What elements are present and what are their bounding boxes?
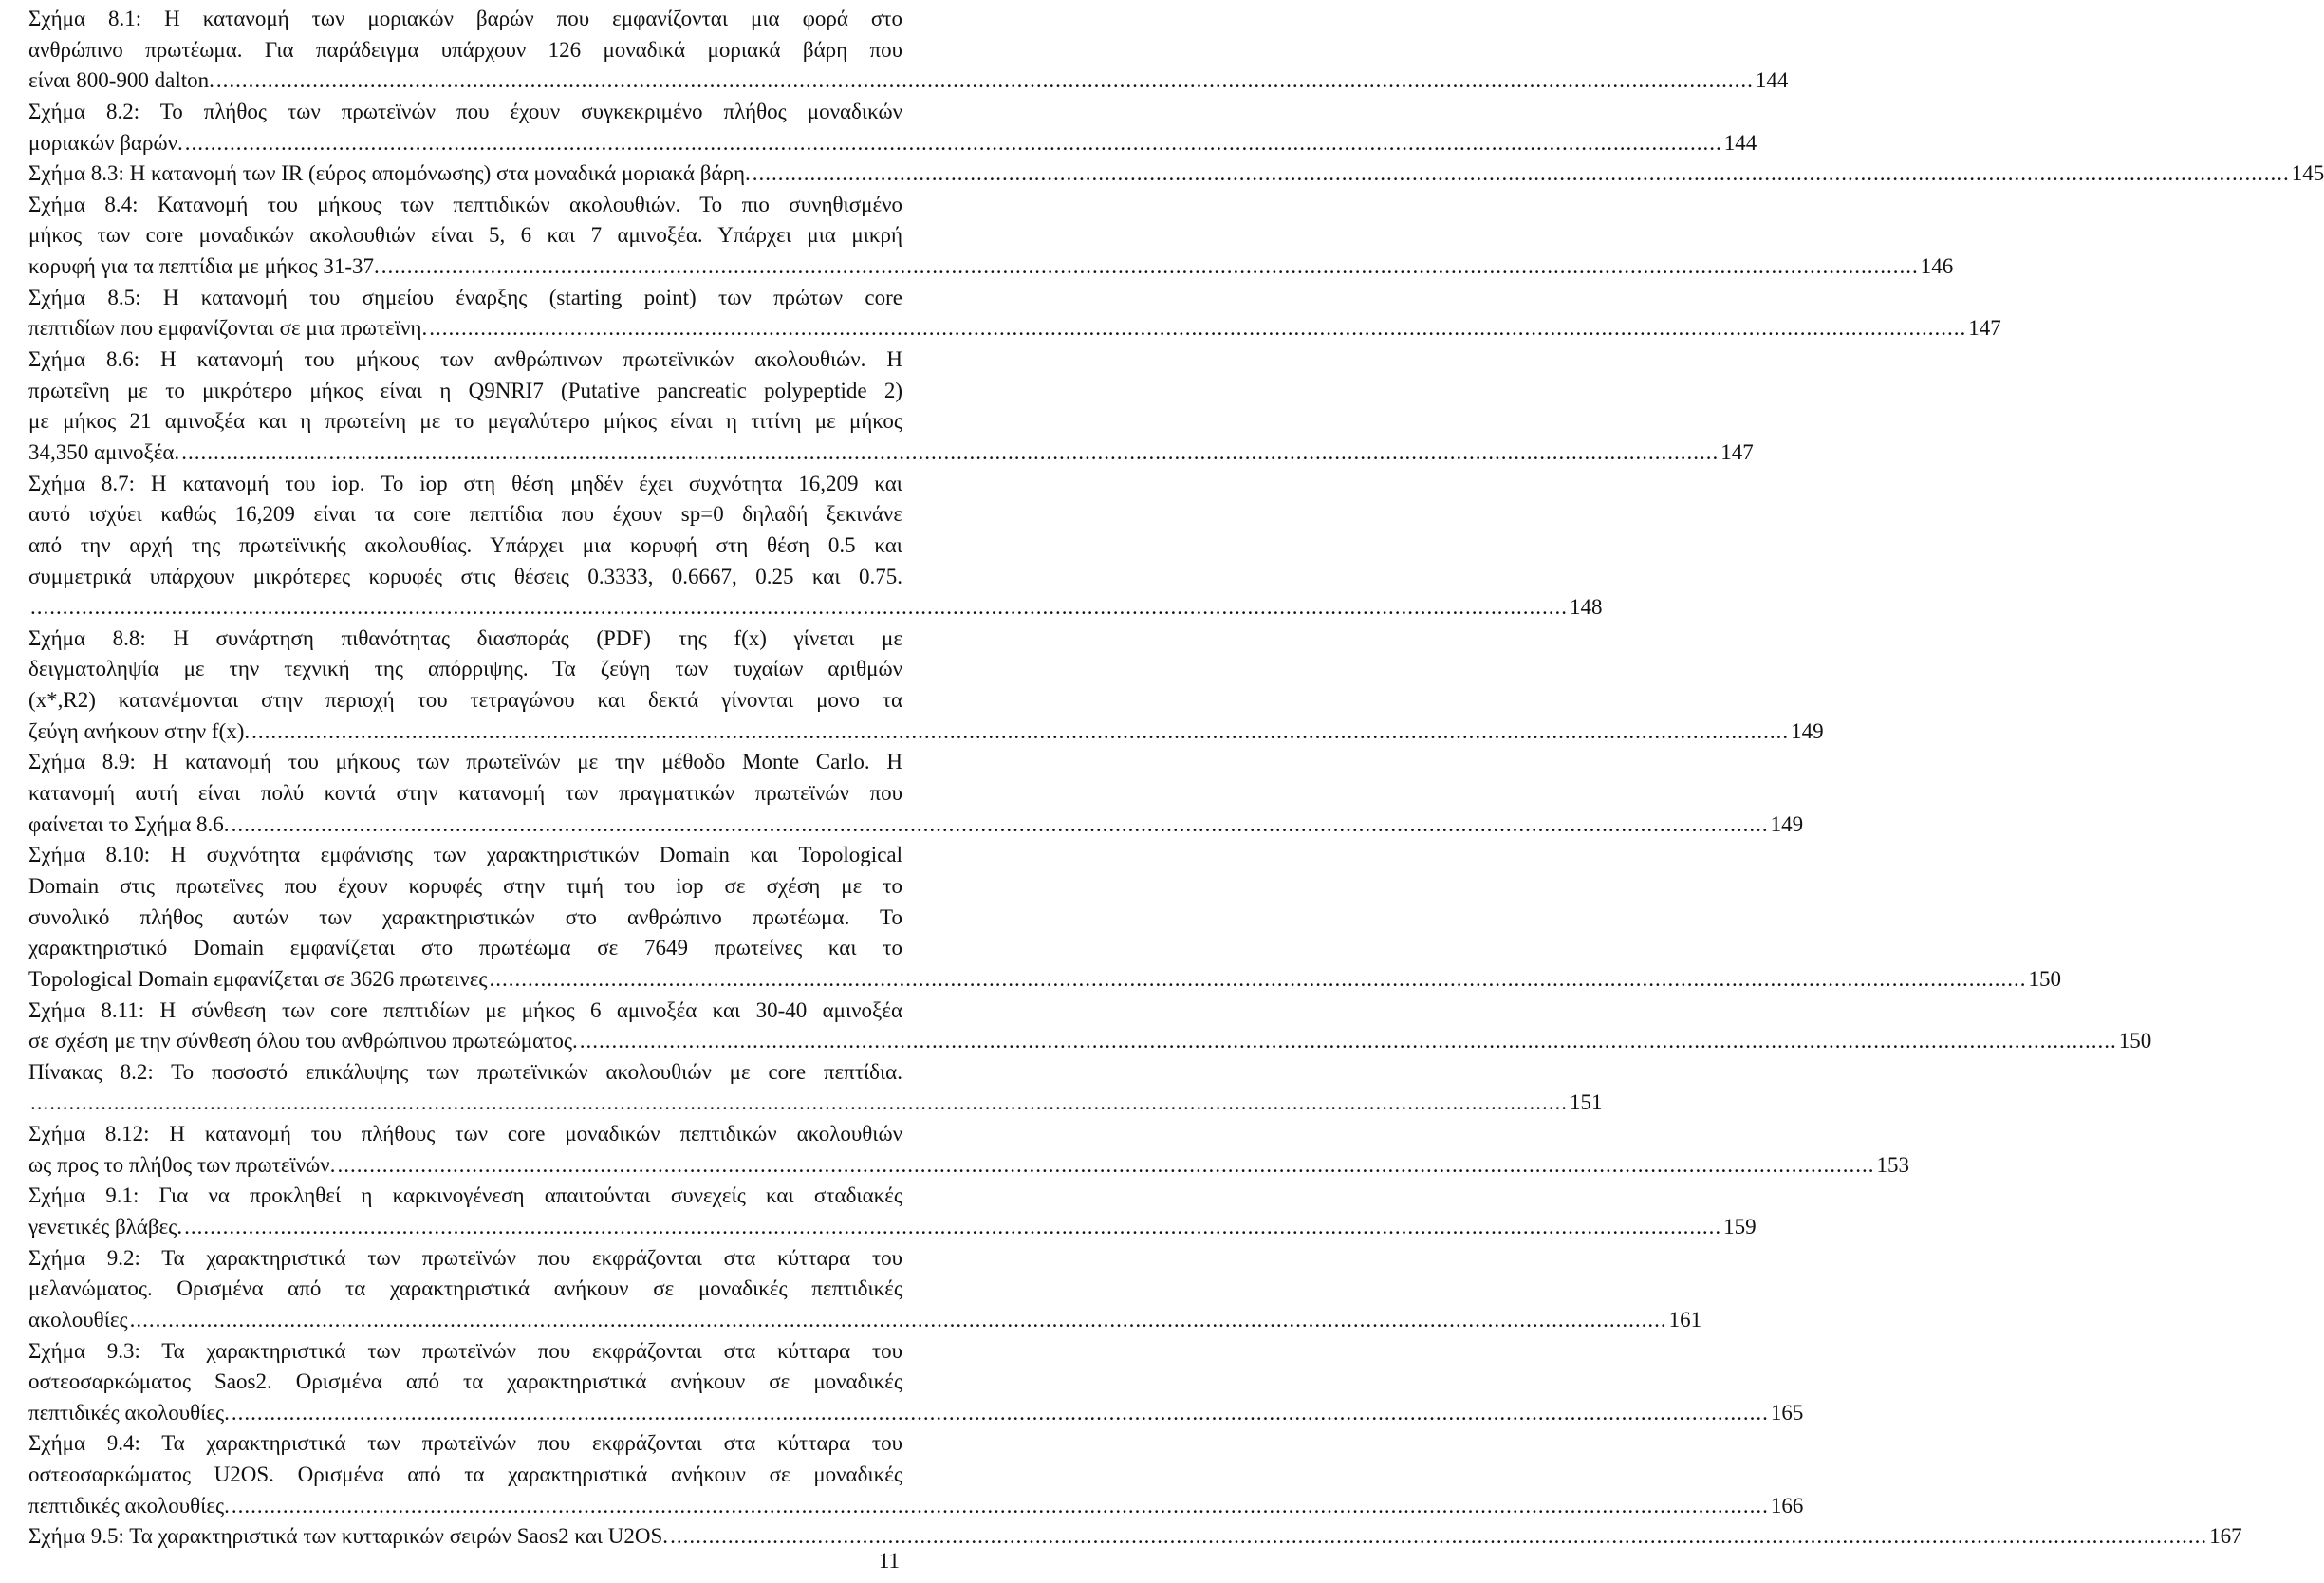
dot-leader [489,964,2026,996]
toc-page-number: 149 [1791,718,1824,743]
toc-entry-line [28,376,902,407]
toc-page-number: 149 [1770,811,1804,836]
toc-entry-line [28,406,902,438]
toc-entry-last-line[interactable] [28,1491,1804,1522]
toc-entry-text: Σχήμα 8.5: Η κατανομή του σημείου έναρξης (starting point) των πρώτων core [28,285,902,309]
toc-entry-line [28,1274,902,1305]
toc-entry-last-line[interactable] [28,1398,1804,1429]
toc-entry-text: σε σχέση με την σύνθεση όλου του ανθρώπινου πρωτεώματος. [28,1029,578,1053]
toc-entry-text: πεπτιδικές ακολουθίες. [28,1493,230,1518]
toc-entry-line [28,220,902,251]
toc-entry-last-line[interactable] [28,592,1603,624]
toc-entry-text: φαίνεται το Σχήμα 8.6. [28,811,230,836]
toc-entry-last-line[interactable] [28,251,1954,283]
toc-entry-text: ως προς το πλήθος των πρωτεϊνών. [28,1152,336,1177]
toc-entry-line [28,97,902,128]
toc-entry-text: Σχήμα 8.10: Η συχνότητα εμφάνισης των χαρακτηριστικών Domain και Topological [28,843,902,867]
dot-leader [130,1305,1667,1336]
toc-entry-line [28,1367,902,1398]
toc-page-number: 166 [1770,1493,1804,1518]
toc-entry-text: οστεοσαρκώματος Saos2. Ορισμένα από τα χαρακτηριστικά ανήκουν σε μοναδικές [28,1369,902,1394]
dot-leader [429,313,1966,345]
toc-entry-line [28,1428,902,1460]
toc-entry-line [28,283,902,314]
page-number: 11 [878,1549,900,1573]
toc-page-number: 145 [2291,161,2324,186]
table-of-figures [28,4,2324,1553]
toc-entry-line [28,345,902,376]
toc-entry-line [28,871,902,903]
toc-entry-text: χαρακτηριστικό Domain εμφανίζεται στο πρωτέωμα σε 7649 πρωτείνες και το [28,936,902,960]
toc-entry-line [28,562,902,593]
toc-entry-text: Σχήμα 8.9: Η κατανομή του μήκους των πρωτεϊνών με την μέθοδο Monte Carlo. Η [28,750,902,774]
toc-entry-text: Topological Domain εμφανίζεται σε 3626 πρωτεινες [28,966,488,991]
dot-leader [232,810,1769,841]
toc-entry-line [28,1460,902,1491]
toc-entry-line [28,996,902,1027]
dot-leader [232,1491,1769,1522]
toc-entry-text: κορυφή για τα πεπτίδια με μήκος 31-37. [28,254,380,279]
toc-page-number: 144 [1755,68,1789,93]
toc-entry-line [28,35,902,66]
toc-entry-line [28,4,902,35]
toc-entry-text: μήκος των core μοναδικών ακολουθιών είναι 5, 6 και 7 αμινοξέα. Υπάρχει μια μικρή [28,223,902,248]
toc-entry-text: γενετικές βλάβες. [28,1214,183,1238]
dot-leader [251,717,1789,748]
toc-entry-last-line[interactable] [28,128,1757,159]
toc-entry-line [28,531,902,562]
toc-entry-line [28,654,902,685]
toc-page-number: 159 [1723,1214,1757,1238]
toc-entry-line [28,1243,902,1275]
toc-entry-line [28,624,902,655]
toc-entry-text: Σχήμα 8.3: Η κατανομή των IR (εύρος απομόνωσης) στα μοναδικά μοριακά βάρη. [28,161,751,186]
toc-entry-line [28,685,902,717]
toc-page-number: 150 [2028,966,2061,991]
toc-entry-text: πρωτεΐνη με το μικρότερο μήκος είναι η Q9NRI7 (Putative pancreatic polypeptide 2) [28,378,902,402]
toc-entry-text: είναι 800-900 dalton. [28,68,214,93]
toc-entry-last-line[interactable] [28,964,2061,996]
dot-leader [216,65,1754,97]
dot-leader [185,128,1722,159]
toc-entry-text: μελανώματος. Ορισμένα από τα χαρακτηριστικά ανήκουν σε μοναδικές πεπτιδικές [28,1276,902,1301]
toc-entry-text: από την αρχή της πρωτεϊνικής ακολουθίας. Υπάρχει μια κορυφή στη θέση 0.5 και [28,532,902,557]
toc-entry-text: Σχήμα 8.6: Η κατανομή του μήκους των ανθρώπινων πρωτεϊνικών ακολουθιών. Η [28,347,902,372]
toc-entry-last-line[interactable] [28,158,2324,190]
toc-entry-text: Σχήμα 8.8: Η συνάρτηση πιθανότητας διασποράς (PDF) της f(x) γίνεται με [28,625,902,650]
toc-entry-line [28,903,902,934]
toc-entry-line [28,190,902,221]
toc-entry-last-line[interactable] [28,313,2001,345]
toc-page-number: 146 [1920,254,1954,279]
toc-entry-text: Σχήμα 8.1: Η κατανομή των μοριακών βαρών που εμφανίζονται μια φορά στο [28,7,902,30]
toc-entry-last-line[interactable] [28,65,1789,97]
dot-leader [753,158,2290,190]
toc-entry-text: δειγματοληψία με την τεχνική της απόρριψης. Τα ζεύγη των τυχαίων αριθμών [28,657,902,681]
dot-leader [30,1088,1568,1119]
toc-entry-line [28,933,902,964]
toc-entry-text: Πίνακας 8.2: Το ποσοστό επικάλυψης των πρωτεϊνικών ακολουθιών με core πεπτίδια. [28,1059,902,1084]
dot-leader [184,1212,1721,1243]
toc-page-number: 167 [2209,1524,2242,1549]
toc-entry-last-line[interactable] [28,1212,1757,1243]
toc-page-number: 153 [1876,1152,1909,1177]
toc-page-number: 151 [1570,1090,1603,1115]
toc-entry-text: Σχήμα 9.2: Τα χαρακτηριστικά των πρωτεϊνών που εκφράζονται στα κύτταρα του [28,1245,902,1270]
toc-entry-text: ακολουθίες [28,1307,128,1332]
toc-page-number: 165 [1770,1400,1804,1425]
dot-leader [232,1398,1769,1429]
toc-entry-text: μοριακών βαρών. [28,130,183,155]
toc-entry-text: ζεύγη ανήκουν στην f(x). [28,718,251,743]
toc-entry-text: πεπτιδικές ακολουθίες. [28,1400,230,1425]
toc-entry-last-line[interactable] [28,438,1754,469]
toc-entry-text: συμμετρικά υπάρχουν μικρότερες κορυφές στις θέσεις 0.3333, 0.6667, 0.25 και 0.75. [28,564,902,588]
toc-entry-text: Σχήμα 8.7: Η κατανομή του iop. Το iop στη θέση μηδέν έχει συχνότητα 16,209 και [28,471,902,495]
toc-entry-line [28,499,902,531]
toc-entry-last-line[interactable] [28,1305,1702,1336]
toc-entry-text: Σχήμα 9.4: Τα χαρακτηριστικά των πρωτεϊνών που εκφράζονται στα κύτταρα του [28,1431,902,1456]
toc-entry-line [28,469,902,500]
toc-entry-text: Domain στις πρωτεϊνες που έχουν κορυφές στην τιμή του iop σε σχέση με το [28,873,902,898]
toc-entry-line [28,1119,902,1150]
toc-entry-text: 34,350 αμινοξέα. [28,439,180,464]
dot-leader [670,1521,2207,1553]
toc-entry-last-line[interactable] [28,1150,1909,1182]
dot-leader [580,1026,2117,1057]
dot-leader [181,438,1719,469]
toc-entry-text: οστεοσαρκώματος U2OS. Ορισμένα από τα χαρακτηριστικά ανήκουν σε μοναδικές [28,1462,902,1487]
toc-entry-last-line[interactable] [28,717,1824,748]
toc-entry-line [28,747,902,778]
toc-page-number: 148 [1570,595,1603,620]
toc-entry-text: (x*,R2) κατανέμονται στην περιοχή του τετραγώνου και δεκτά γίνονται μονο τα [28,688,902,713]
toc-page-number: 147 [1720,439,1754,464]
toc-entry-text: Σχήμα 8.12: Η κατανομή του πλήθους των core μοναδικών πεπτιδικών ακολουθιών [28,1122,902,1146]
toc-entry-text: πεπτιδίων που εμφανίζονται σε μια πρωτεϊνη. [28,316,428,341]
dot-leader [337,1150,1874,1182]
toc-entry-last-line[interactable] [28,810,1804,841]
toc-entry-line [28,778,902,810]
dot-leader [30,592,1568,624]
toc-entry-text: κατανομή αυτή είναι πολύ κοντά στην κατανομή των πραγματικών πρωτεϊνών που [28,781,902,806]
toc-entry-line [28,1181,902,1212]
toc-entry-line [28,840,902,871]
toc-page-number: 144 [1723,130,1757,155]
toc-entry-text: με μήκος 21 αμινοξέα και η πρωτείνη με το μεγαλύτερο μήκος είναι η τιτίνη με μήκος [28,409,902,434]
toc-page-number: 161 [1668,1307,1702,1332]
toc-entry-line [28,1057,902,1089]
toc-entry-last-line[interactable] [28,1521,2242,1553]
toc-entry-text: Σχήμα 9.5: Τα χαρακτηριστικά των κυτταρικών σειρών Saos2 και U2OS. [28,1524,669,1549]
toc-entry-text: Σχήμα 8.4: Κατανομή του μήκους των πεπτιδικών ακολουθιών. Το πιο συνηθισμένο [28,192,902,216]
toc-entry-text: Σχήμα 9.1: Για να προκληθεί η καρκινογένεση απαιτούνται συνεχείς και σταδιακές [28,1183,902,1208]
toc-entry-text: αυτό ισχύει καθώς 16,209 είναι τα core πεπτίδια που έχουν sp=0 δηλαδή ξεκινάνε [28,502,902,527]
toc-entry-text: Σχήμα 8.2: Το πλήθος των πρωτεϊνών που έχουν συγκεκριμένο πλήθος μοναδικών [28,99,902,123]
toc-entry-text: ανθρώπινο πρωτέωμα. Για παράδειγμα υπάρχουν 126 μοναδικά μοριακά βάρη που [28,37,902,62]
toc-entry-last-line[interactable] [28,1026,2152,1057]
toc-page-number: 150 [2118,1029,2152,1053]
toc-entry-last-line[interactable] [28,1088,1603,1119]
dot-leader [381,251,1919,283]
toc-entry-text: συνολικό πλήθος αυτών των χαρακτηριστικών στο ανθρώπινο πρωτέωμα. Το [28,904,902,929]
toc-page-number: 147 [1968,316,2001,341]
toc-entry-text: Σχήμα 8.11: Η σύνθεση των core πεπτιδίων με μήκος 6 αμινοξέα και 30-40 αμινοξέα [28,997,902,1022]
toc-entry-text: Σχήμα 9.3: Τα χαρακτηριστικά των πρωτεϊνών που εκφράζονται στα κύτταρα του [28,1338,902,1363]
toc-entry-line [28,1336,902,1368]
